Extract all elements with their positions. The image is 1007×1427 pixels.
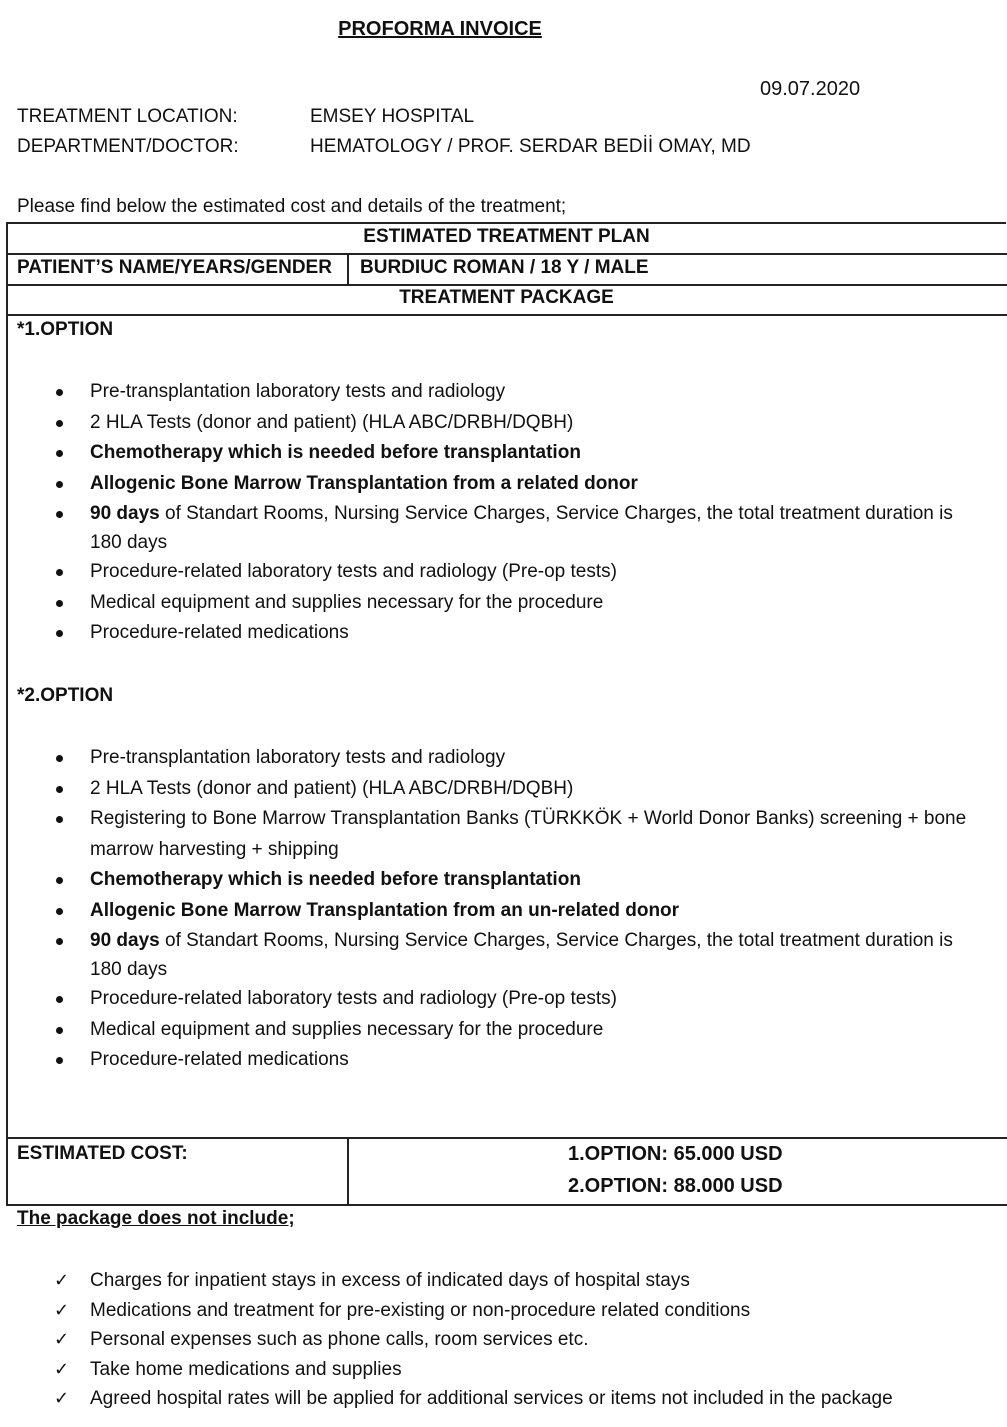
- list-item-text: Procedure-related medications: [90, 1049, 349, 1070]
- bullet-icon: [56, 938, 63, 945]
- list-item: [0, 557, 990, 588]
- list-item: [0, 469, 990, 500]
- exclusion-item-text: Take home medications and supplies: [90, 1358, 402, 1380]
- list-item-text: Chemotherapy which is needed before transplantation: [90, 869, 581, 890]
- bullet-icon: [56, 755, 63, 762]
- list-item-text: 2 HLA Tests (donor and patient) (HLA ABC/DRBH/DQBH): [90, 777, 574, 799]
- list-item-text: Procedure-related laboratory tests and radiology (Pre-op tests): [90, 988, 617, 1009]
- bullet-icon: [56, 996, 63, 1003]
- list-item: [0, 408, 990, 439]
- list-item-text: Pre-transplantation laboratory tests and radiology: [90, 747, 506, 768]
- list-item-text: Procedure-related laboratory tests and radiology (Pre-op tests): [90, 561, 617, 582]
- document-title: PROFORMA INVOICE: [338, 18, 542, 40]
- check-mark-icon: ✓: [54, 1358, 70, 1380]
- option-1-cost: 1.OPTION: 65.000 USD: [568, 1143, 783, 1165]
- list-item: [0, 438, 990, 469]
- list-item-text: Registering to Bone Marrow Transplantation Banks (TÜRKKÖK + World Donor Banks) screening + bone marrow harvesting + shipping: [90, 808, 967, 860]
- bullet-icon: [56, 877, 63, 884]
- intro-text: Please find below the estimated cost and details of the treatment;: [17, 196, 567, 217]
- option-2-cost: 2.OPTION: 88.000 USD: [568, 1175, 783, 1197]
- bullet-icon: [56, 908, 63, 915]
- list-item-text: Chemotherapy which is needed before transplantation: [90, 442, 581, 463]
- patient-label: PATIENT’S NAME/YEARS/GENDER: [17, 257, 332, 278]
- list-item-text: Medical equipment and supplies necessary for the procedure: [90, 591, 604, 613]
- list-item-text: 2 HLA Tests (donor and patient) (HLA ABC/DRBH/DQBH): [90, 411, 574, 433]
- list-item: [0, 377, 990, 408]
- exclusion-item-text: Charges for inpatient stays in excess of indicated days of hospital stays: [90, 1270, 690, 1291]
- department-doctor-label: DEPARTMENT/DOCTOR:: [17, 136, 239, 157]
- check-mark-icon: ✓: [54, 1299, 70, 1321]
- list-item: [0, 896, 990, 927]
- bullet-icon: [56, 630, 63, 637]
- exclusion-item: [0, 1355, 1000, 1385]
- list-item: [0, 984, 990, 1015]
- exclusion-item-text: Medications and treatment for pre-existing or non-procedure related conditions: [90, 1299, 751, 1321]
- option-1-list: [0, 377, 990, 649]
- bullet-icon: [56, 481, 63, 488]
- option-2-title: *2.OPTION: [17, 685, 114, 706]
- list-item-text: of Standart Rooms, Nursing Service Charges, Service Charges, the total treatment duration is 180 days: [90, 503, 953, 553]
- option-1-title: *1.OPTION: [17, 319, 114, 340]
- bullet-icon: [56, 1027, 63, 1034]
- bullet-icon: [56, 420, 63, 427]
- bullet-icon: [56, 600, 63, 607]
- list-item: [0, 588, 990, 619]
- table-divider: [6, 284, 1007, 286]
- treatment-location-value: EMSEY HOSPITAL: [310, 106, 475, 127]
- estimated-cost-label: ESTIMATED COST:: [17, 1143, 188, 1164]
- treatment-location-label: TREATMENT LOCATION:: [17, 106, 238, 127]
- list-item: [0, 926, 990, 984]
- list-item-text: of Standart Rooms, Nursing Service Charges, Service Charges, the total treatment duration is 180 days: [90, 930, 953, 980]
- check-mark-icon: ✓: [54, 1388, 70, 1409]
- list-item-text: Allogenic Bone Marrow Transplantation from an un-related donor: [90, 899, 680, 921]
- bullet-icon: [56, 786, 63, 793]
- plan-header: ESTIMATED TREATMENT PLAN: [363, 226, 650, 247]
- check-mark-icon: ✓: [54, 1329, 70, 1350]
- list-item-text: Allogenic Bone Marrow Transplantation from a related donor: [90, 472, 638, 494]
- bullet-icon: [56, 389, 63, 396]
- bullet-icon: [56, 569, 63, 576]
- list-item-bold-prefix: 90 days: [90, 503, 160, 524]
- exclusion-item: [0, 1384, 1000, 1414]
- exclusion-item: [0, 1266, 1000, 1296]
- department-doctor-value: HEMATOLOGY / PROF. SERDAR BEDİİ OMAY, MD: [310, 136, 751, 157]
- table-divider: [6, 1204, 1007, 1206]
- exclusions-list: [0, 1266, 1000, 1414]
- bullet-icon: [56, 450, 63, 457]
- list-item: [0, 1015, 990, 1046]
- list-item: [0, 774, 990, 805]
- package-header: TREATMENT PACKAGE: [399, 287, 614, 308]
- table-column-divider: [347, 1137, 349, 1204]
- table-divider: [6, 314, 1007, 316]
- list-item: [0, 804, 990, 865]
- exclusion-item-text: Personal expenses such as phone calls, room services etc.: [90, 1329, 589, 1350]
- table-divider: [6, 253, 1007, 255]
- bullet-icon: [56, 511, 63, 518]
- check-mark-icon: ✓: [54, 1270, 70, 1291]
- patient-value: BURDIUC ROMAN / 18 Y / MALE: [360, 257, 649, 278]
- option-2-list: [0, 743, 990, 1076]
- exclusion-item-text: Agreed hospital rates will be applied for additional services or items not included in the package: [90, 1388, 893, 1409]
- bullet-icon: [56, 1057, 63, 1064]
- exclusions-title: The package does not include;: [17, 1208, 295, 1229]
- table-divider: [6, 1137, 1007, 1139]
- list-item: [0, 499, 990, 557]
- list-item: [0, 865, 990, 896]
- invoice-date: 09.07.2020: [760, 78, 861, 100]
- list-item-bold-prefix: 90 days: [90, 930, 160, 951]
- list-item-text: Procedure-related medications: [90, 622, 349, 643]
- list-item: [0, 1045, 990, 1076]
- exclusion-item: [0, 1296, 1000, 1326]
- list-item: [0, 743, 990, 774]
- list-item: [0, 618, 990, 649]
- bullet-icon: [56, 816, 63, 823]
- table-column-divider: [347, 253, 349, 284]
- exclusion-item: [0, 1325, 1000, 1355]
- list-item-text: Medical equipment and supplies necessary for the procedure: [90, 1018, 604, 1040]
- list-item-text: Pre-transplantation laboratory tests and radiology: [90, 381, 506, 402]
